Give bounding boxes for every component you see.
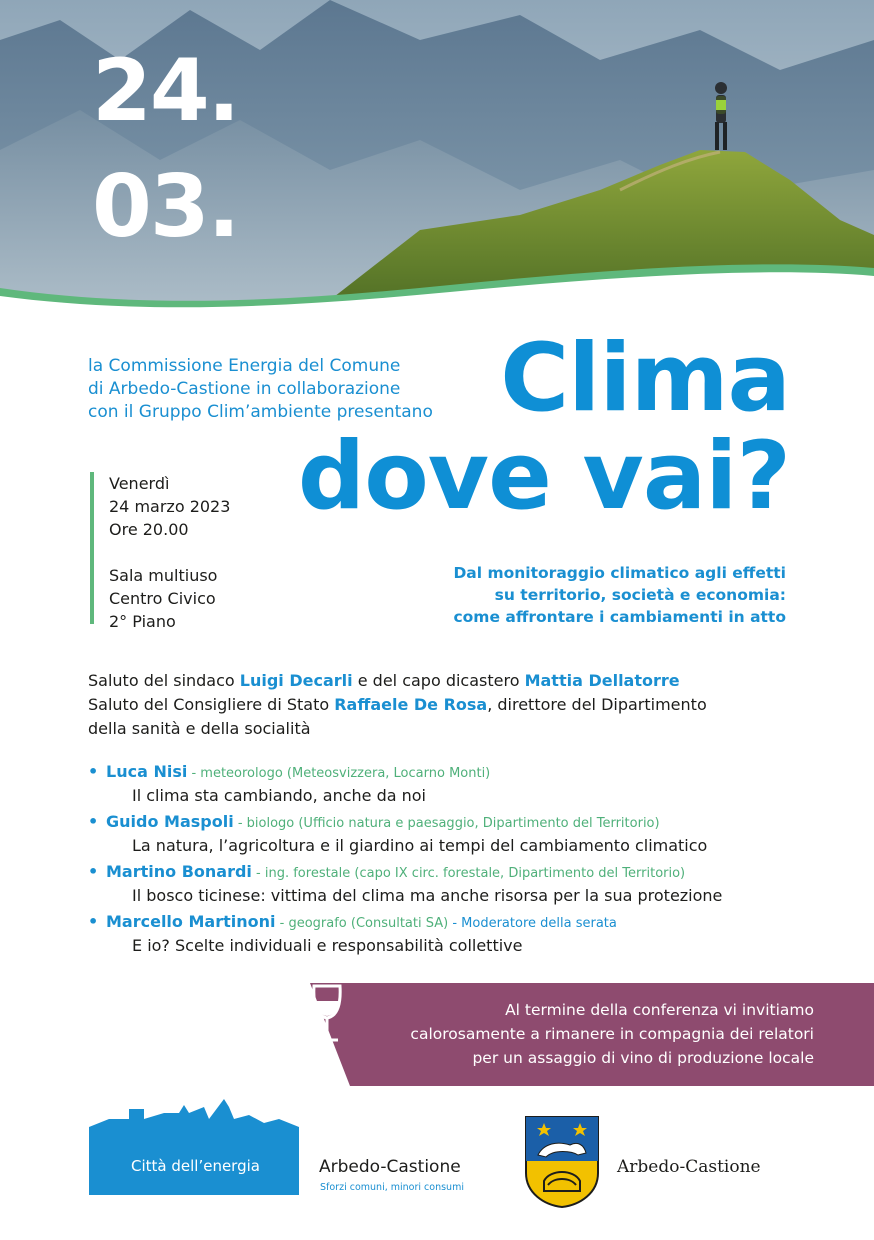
wine-glass-icon xyxy=(310,983,344,1045)
greetings xyxy=(88,669,808,741)
speaker-role: - geografo (Consultati SA) xyxy=(275,916,449,931)
list-item: • Luca Nisi - meteorologo (Meteosvizzera, Locarno Monti) Il clima sta cambiando, anche da noi xyxy=(88,761,808,807)
citta-energia-logo xyxy=(89,1097,299,1195)
brand-tagline: Sforzi comuni, minori consumi xyxy=(320,1182,464,1193)
speaker-role: - meteorologo (Meteosvizzera, Locarno Monti) xyxy=(187,766,491,781)
list-item: • Marcello Martinoni - geografo (Consultati SA) - Moderatore della serata E io? Scelte individuali e responsabilità collettive xyxy=(88,911,808,957)
speaker-name: Marcello Martinoni xyxy=(106,912,276,931)
info-date: 24 marzo 2023 xyxy=(109,497,231,516)
closing-banner xyxy=(310,983,874,1086)
info-building: Centro Civico xyxy=(109,589,216,608)
title-line-2: dove vai? xyxy=(297,422,790,531)
speaker-role: - biologo (Ufficio natura e paesaggio, Dipartimento del Territorio) xyxy=(233,816,660,831)
talk-title: Il bosco ticinese: vittima del clima ma anche risorsa per la sua protezione xyxy=(132,886,723,905)
info-weekday: Venerdì xyxy=(109,474,170,493)
event-subtitle: Dal monitoraggio climatico agli effetti su territorio, società e economia: come affrontare i cambiamenti in atto xyxy=(453,564,786,626)
list-item: • Martino Bonardi - ing. forestale (capo IX circ. forestale, Dipartimento del Territorio) Il bosco ticinese: vittima del clima ma anche risorsa per la sua protezione xyxy=(88,861,808,907)
event-info xyxy=(90,472,231,631)
speaker-name: Luca Nisi xyxy=(106,762,188,781)
event-day: 24. xyxy=(92,41,239,141)
greeting-line-3: della sanità e della socialità xyxy=(88,719,311,738)
speaker-role: - ing. forestale (capo IX circ. forestale, Dipartimento del Territorio) xyxy=(251,866,686,881)
speaker-name: Martino Bonardi xyxy=(106,862,252,881)
greeting-line-2: Saluto del Consigliere di Stato Raffaele De Rosa, direttore del Dipartimento xyxy=(88,695,707,714)
talk-title: Il clima sta cambiando, anche da noi xyxy=(132,786,426,805)
closing-text: Al termine della conferenza vi invitiamo calorosamente a rimanere in compagnia dei relatori per un assaggio di vino di produzione locale xyxy=(410,1001,814,1067)
moderator-note: - Moderatore della serata xyxy=(448,916,617,931)
brand-name: Arbedo-Castione xyxy=(319,1157,461,1177)
organizer-intro: la Commissione Energia del Comune di Arbedo-Castione in collaborazione con il Gruppo Clim’ambiente presentano xyxy=(88,356,433,422)
info-floor: 2° Piano xyxy=(109,612,176,631)
info-time: Ore 20.00 xyxy=(109,520,189,539)
speaker-name: Guido Maspoli xyxy=(106,812,234,831)
speaker-list xyxy=(88,761,808,961)
talk-title: La natura, l’agricoltura e il giardino ai tempi del cambiamento climatico xyxy=(132,836,708,855)
event-month: 03. xyxy=(92,157,239,257)
info-venue: Sala multiuso xyxy=(109,566,218,585)
municipality-name: Arbedo-Castione xyxy=(617,1157,761,1177)
greeting-line-1: Saluto del sindaco Luigi Decarli e del capo dicastero Mattia Dellatorre xyxy=(88,671,680,690)
coat-of-arms-icon xyxy=(524,1115,600,1209)
event-title xyxy=(297,324,790,531)
title-line-1: Clima xyxy=(500,324,790,433)
list-item: • Guido Maspoli - biologo (Ufficio natura e paesaggio, Dipartimento del Territorio) La natura, l’agricoltura e il giardino ai tempi del cambiamento climatico xyxy=(88,811,808,857)
talk-title: E io? Scelte individuali e responsabilità collettive xyxy=(132,936,523,955)
energia-label: Città dell’energia xyxy=(131,1157,260,1175)
